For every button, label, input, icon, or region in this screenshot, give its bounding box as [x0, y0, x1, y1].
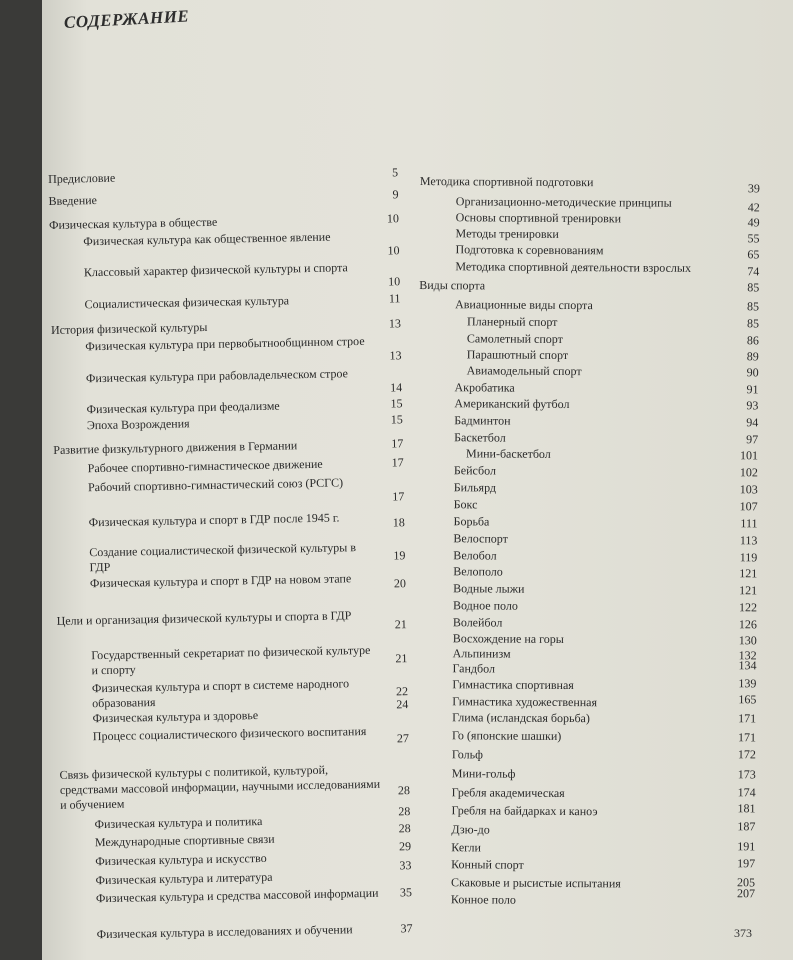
toc-entry-title: Связь физической культуры с политикой, культурой, средствами массовой информации, научными исследованиями и обучением [59, 762, 381, 812]
toc-entry [419, 242, 760, 262]
toc-entry-title: Гимнастика спортивная [452, 677, 574, 693]
toc-entry-title: Го (японские шашки) [452, 728, 562, 743]
toc-entry-page: 171 [738, 730, 757, 745]
toc-entry-page: 165 [738, 692, 757, 707]
toc-entry-page: 49 [747, 215, 760, 230]
toc-entry-page: 121 [739, 566, 758, 581]
toc-entry [418, 446, 758, 463]
toc-entry-page: 121 [739, 583, 758, 598]
toc-entry-title: Американский футбол [454, 396, 570, 412]
toc-entry-page: 10 [388, 274, 401, 289]
toc-entry-title: Государственный секретариат по физической культуре и спорту [91, 642, 371, 678]
toc-entry [420, 210, 760, 230]
toc-entry-page: 126 [738, 617, 757, 632]
toc-entry-page: 113 [739, 533, 758, 548]
toc-entry [416, 747, 756, 764]
toc-entry-page: 21 [394, 617, 407, 632]
toc-entry-page: 172 [737, 747, 757, 762]
page-number: 373 [734, 926, 752, 940]
toc-entry-page: 139 [738, 676, 757, 691]
toc-entry-title: Велобол [453, 548, 497, 563]
toc-entry-title: Акробатика [454, 380, 515, 395]
toc-entry-title: Глима (исландская борьба) [452, 710, 590, 726]
toc-entry-title: Авиамодельный спорт [466, 363, 582, 379]
toc-entry [416, 803, 756, 820]
toc-entry-page: 15 [390, 396, 403, 411]
toc-entry-page: 89 [746, 349, 759, 364]
toc-entry-title: Введение [48, 193, 98, 208]
toc-entry [417, 581, 757, 598]
toc-entry-title: Конный спорт [451, 857, 524, 872]
toc-entry-title: Гольф [451, 747, 483, 762]
toc-entry-title: Организационно-методические принципы [455, 194, 672, 210]
book-page [42, 0, 793, 960]
toc-entry [417, 564, 757, 581]
toc-entry-page: 103 [739, 482, 758, 497]
toc-entry-title: Гребля академическая [451, 785, 565, 801]
toc-entry-page: 102 [739, 465, 758, 480]
toc-entry-page: 171 [738, 711, 757, 726]
toc-entry [419, 314, 759, 331]
toc-entry-page: 55 [747, 231, 760, 246]
toc-entry-page: 20 [393, 576, 407, 591]
toc-entry-title: Физическая культура и средства массовой информации [95, 885, 379, 906]
toc-entry-page: 18 [392, 515, 405, 530]
toc-entry-page: 97 [746, 432, 759, 447]
toc-entry [416, 766, 756, 783]
toc-entry-page: 17 [391, 436, 404, 451]
toc-entry-page: 205 [737, 875, 756, 890]
toc-entry-title: Методика спортивной подготовки [419, 174, 594, 190]
toc-entry-title: Физическая культура при рабовладельческом строе [85, 366, 348, 386]
toc-entry-title: Создание социалистической физической культуры в ГДР [89, 540, 357, 575]
toc-entry-title: Волейбол [452, 615, 503, 630]
toc-entry-page: 24 [396, 697, 409, 712]
toc-entry [418, 514, 758, 531]
toc-entry [417, 548, 757, 565]
toc-entry-page: 191 [737, 839, 756, 854]
toc-entry-page: 101 [739, 448, 759, 463]
toc-entry-page: 85 [747, 280, 760, 295]
toc-entry-title: Гимнастика художественная [452, 694, 598, 710]
toc-entry-page: 85 [747, 299, 760, 314]
toc-entry-page: 187 [737, 819, 756, 834]
toc-entry-page: 22 [395, 684, 409, 699]
toc-entry-title: Физическая культура и спорт в ГДР после 1945 г. [88, 510, 340, 530]
toc-entry [416, 728, 756, 745]
toc-entry-title: Дзю-до [451, 822, 490, 837]
toc-entry [418, 413, 758, 430]
toc-entry-page: 9 [392, 187, 399, 202]
toc-entry-title: История физической культуры [50, 319, 208, 337]
toc-entry [418, 480, 758, 497]
toc-entry [416, 710, 756, 727]
toc-entry [416, 677, 756, 694]
toc-entry [63, 921, 414, 958]
toc-entry-title: Развитие физкультурного движения в Германии [53, 438, 298, 457]
toc-entry-title: Баскетбол [454, 430, 506, 445]
toc-entry-title: Мини-баскетбол [466, 446, 551, 461]
toc-entry [419, 174, 760, 196]
toc-entry-title: Конное поло [450, 892, 516, 907]
toc-entry [59, 723, 410, 760]
toc-entry [418, 430, 758, 447]
toc-entry-title: Физическая культура и спорт в системе народного образования [91, 676, 350, 711]
toc-entry [54, 455, 404, 477]
toc-entry [416, 785, 756, 802]
toc-right-column [419, 174, 760, 907]
toc-entry-page: 29 [398, 839, 412, 854]
toc-entry-title: Классовый характер физической культуры и спорта [83, 260, 348, 280]
toc-entry-page: 134 [738, 658, 757, 673]
toc-entry [415, 857, 755, 874]
toc-entry-title: Бадминтон [454, 413, 511, 428]
toc-entry [415, 886, 756, 909]
toc-entry-title: Скаковые и рысистые испытания [451, 875, 621, 891]
toc-entry-page: 33 [399, 858, 412, 873]
toc-entry [420, 226, 760, 246]
toc-entry [56, 570, 407, 607]
toc-entry-title: Физическая культура в обществе [48, 214, 218, 232]
toc-entry-page: 107 [739, 499, 758, 514]
toc-entry-title: Социалистическая физическая культура [84, 293, 290, 312]
toc-entry-title: Велоспорт [453, 531, 508, 546]
toc-entry-title: Эпоха Возрождения [86, 416, 190, 433]
toc-entry-title: Бейсбол [453, 463, 497, 478]
toc-entry [54, 474, 405, 511]
toc-entry [419, 363, 759, 380]
toc-entry-page: 86 [746, 333, 759, 348]
toc-entry-title: Рабочее спортивно-гимнастическое движение [87, 456, 323, 476]
toc-entry-page: 14 [390, 380, 403, 395]
toc-entry-title: Основы спортивной тренировки [455, 210, 622, 226]
toc-entry [419, 331, 759, 348]
toc-entry-page: 93 [746, 398, 759, 413]
toc-entry-page: 207 [736, 886, 756, 901]
toc-entry [51, 333, 402, 370]
toc-entry-title: Методика спортивной деятельности взрослых [455, 259, 692, 275]
toc-entry-title: Международные спортивные связи [94, 831, 275, 850]
toc-entry [48, 187, 398, 209]
toc-entry-page: 35 [399, 885, 413, 900]
toc-entry-page: 13 [388, 316, 402, 331]
toc-entry-title: Физическая культура и политика [94, 814, 263, 832]
toc-entry [418, 380, 758, 397]
toc-entry-page: 111 [740, 516, 758, 531]
toc-entry-page: 42 [747, 200, 760, 215]
toc-entry [416, 694, 756, 711]
toc-entry-title: Гребля на байдарках и каноэ [451, 803, 598, 819]
toc-entry-title: Физическая культура и здоровье [92, 708, 259, 726]
toc-entry [62, 885, 413, 922]
toc-entry-title: Самолетный спорт [466, 331, 563, 347]
toc-entry [420, 194, 760, 215]
toc-entry-title: Физическая культура и искусство [95, 850, 267, 869]
toc-entry-title: Борьба [453, 514, 490, 529]
toc-entry [417, 598, 757, 615]
toc-entry-page: 197 [737, 856, 756, 871]
toc-entry-page: 122 [738, 600, 758, 615]
toc-entry-page: 37 [400, 921, 413, 936]
toc-entry-title: Физическая культура как общественное явление [83, 229, 331, 249]
toc-entry-page: 173 [737, 767, 756, 782]
toc-entry-page: 17 [391, 455, 404, 470]
toc-entry [418, 396, 758, 413]
toc-entry-page: 39 [747, 181, 760, 196]
toc-entry-title: Кегли [451, 840, 481, 855]
toc-entry [419, 278, 759, 295]
toc-entry-page: 28 [398, 804, 411, 819]
toc-entry-title: Рабочий спортивно-гимнастический союз (РСГС) [87, 475, 344, 495]
toc-entry-title: Гандбол [452, 661, 496, 676]
toc-entry [417, 615, 757, 632]
toc-entry [416, 658, 757, 678]
toc-entry-page: 94 [746, 415, 759, 430]
toc-entry-page: 65 [747, 247, 760, 262]
toc-entry-page: 90 [746, 365, 759, 380]
toc-entry-title: Альпинизм [452, 646, 511, 661]
toc-left-column [48, 165, 413, 942]
toc-entry-title: Подготовка к соревнованиям [455, 242, 604, 258]
toc-entry-title: Водное поло [452, 598, 518, 613]
toc-entry-page: 119 [739, 550, 758, 565]
toc-entry-page: 28 [398, 821, 411, 836]
toc-entry [419, 259, 760, 279]
toc-entry-title: Физическая культура при первобытнообщинном строе [85, 333, 365, 354]
toc-entry [418, 497, 758, 514]
toc-entry-title: Мини-гольф [451, 766, 516, 781]
toc-entry-page: 21 [395, 651, 408, 666]
toc-entry-title: Методы тренировки [455, 226, 559, 241]
toc-entry [417, 531, 757, 548]
toc-entry-title: Восхождение на горы [452, 631, 564, 647]
toc-entry-page: 74 [747, 264, 760, 279]
toc-entry-page: 130 [738, 633, 757, 648]
toc-entry [48, 165, 398, 187]
toc-entry [415, 875, 755, 892]
toc-entry-title: Виды спорта [419, 277, 486, 293]
toc-entry [415, 819, 756, 839]
toc-entry [59, 761, 410, 813]
toc-entry-page: 19 [393, 548, 406, 563]
toc-entry-title: Физическая культура и спорт в ГДР на новом этапе [89, 571, 352, 591]
toc-entry-page: 10 [387, 243, 400, 258]
toc-entry-page: 15 [390, 412, 403, 427]
toc-entry-title: Бильярд [453, 480, 497, 495]
toc-entry-page: 181 [737, 801, 756, 816]
toc-entry [57, 642, 408, 679]
toc-entry-title: Физическая культура и литература [95, 869, 273, 888]
page-heading: СОДЕРЖАНИЕ [63, 6, 190, 32]
toc-entry-title: Бокс [453, 497, 478, 512]
toc-entry-title: Цели и организация физической культуры и спорта в ГДР [56, 608, 352, 628]
toc-entry [418, 463, 758, 480]
toc-entry [56, 607, 407, 644]
toc-entry-page: 28 [397, 783, 411, 798]
toc-entry [50, 259, 401, 296]
toc-entry-title: Предисловие [48, 170, 116, 186]
toc-entry-page: 174 [737, 785, 756, 800]
toc-entry-title: Физическая культура при феодализме [86, 398, 280, 417]
toc-entry-page: 132 [738, 648, 757, 663]
toc-entry-page: 11 [388, 291, 401, 306]
toc-entry-title: Процесс социалистического физического воспитания [92, 723, 367, 744]
toc-entry [53, 436, 403, 458]
toc-entry-page: 13 [389, 348, 402, 363]
toc-entry-title: Физическая культура в исследованиях и обучении [96, 922, 353, 942]
toc-entry-page: 5 [391, 165, 399, 180]
toc-entry-title: Водные лыжи [453, 581, 525, 596]
toc-entry-title: Авиационные виды спорта [455, 297, 593, 313]
toc-entry-page: 10 [386, 211, 400, 226]
toc-entry-page: 27 [396, 731, 410, 746]
toc-entry [415, 840, 755, 857]
toc-entry [419, 297, 759, 314]
toc-entry-title: Велополо [453, 564, 503, 579]
toc-entry-title: Парашютный спорт [466, 347, 569, 363]
toc-entry [419, 347, 759, 364]
toc-entry-page: 17 [392, 489, 405, 504]
toc-entry-page: 91 [746, 382, 759, 397]
toc-entry-title: Планерный спорт [466, 314, 558, 329]
toc-entry-page: 85 [746, 316, 760, 331]
